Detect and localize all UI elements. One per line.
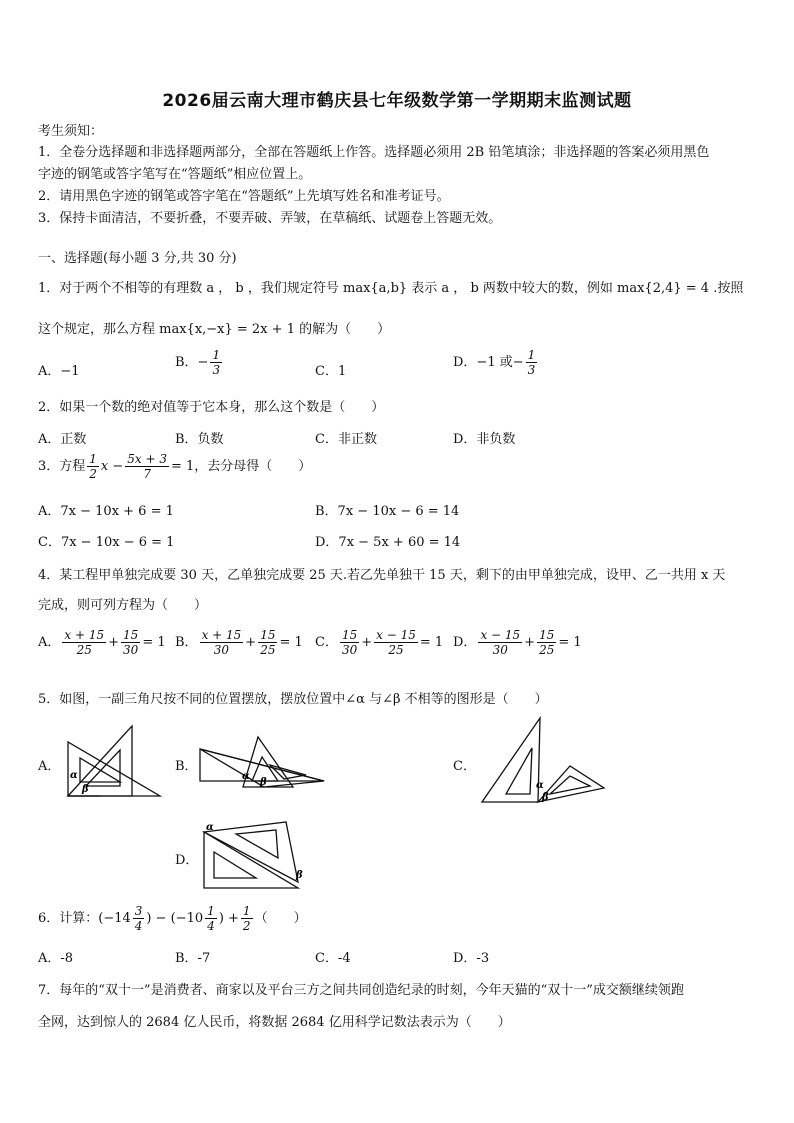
q3-stem (38, 452, 311, 481)
q4-stem-2: 完成，则可列方程为（ ） (38, 598, 208, 613)
fraction (121, 628, 140, 657)
fraction-num: 15 (123, 628, 139, 642)
beta-label: β (296, 870, 303, 881)
fraction (62, 628, 106, 657)
q5-option-b-label: B． (175, 759, 198, 774)
q4-option-c: C． $\frac{15}{30}$ + $\frac{x - 15}{25}$ = 1 (315, 628, 444, 657)
fraction (478, 628, 522, 657)
fraction-num: x − 15 (480, 628, 521, 642)
q5-option-d-label: D． (175, 853, 199, 868)
q2-option-c: C．非正数 (315, 432, 377, 447)
fraction-num: 15 (539, 628, 555, 642)
q6-stem-post: （ ） (254, 911, 307, 926)
q5-option-a-label: A． (38, 759, 61, 774)
q5-figure-b (198, 735, 328, 793)
fraction-den: 30 (213, 643, 230, 657)
fraction-den: 7 (143, 467, 151, 481)
fraction-num: 15 (341, 628, 358, 642)
q3-stem-post: = 1，去分母得（ ） (171, 459, 312, 474)
q3-option-a: A．7x − 10x + 6 = 1 (38, 504, 174, 519)
q6-stem-mid: ) − (−10 (146, 911, 204, 926)
q7-stem: 7．每年的“双十一”是消费者、商家以及平台三方之间共同创造纪录的时刻，今年天猫的“双十一”成交额继续领跑 (38, 983, 684, 998)
fraction (87, 452, 99, 481)
fraction-num: 1 (207, 904, 215, 918)
q6-stem (38, 904, 307, 933)
notice-item: 2．请用黑色字迹的钢笔或答字笔在“答题纸”上先填写姓名和准考证号。 (38, 189, 450, 204)
notice-item: 3．保持卡面清洁，不要折叠，不要弄破、弄皱，在草稿纸、试题卷上答题无效。 (38, 211, 502, 226)
fraction-num: 3 (134, 904, 143, 918)
fraction-den: 30 (341, 643, 358, 657)
fraction-den: 25 (388, 643, 404, 657)
notice-item: 字迹的钢笔或答字笔写在“答题纸”相应位置上。 (38, 167, 312, 182)
q3-option-d: D．7x − 5x + 60 = 14 (315, 535, 461, 550)
q1-option-b (175, 348, 224, 377)
q1-option-d-label: D．−1 或− (453, 355, 524, 370)
fraction-den: 25 (260, 643, 276, 657)
fraction-num: x − 15 (376, 628, 416, 642)
q2-option-a: A．正数 (38, 432, 87, 447)
fraction (374, 628, 418, 657)
alpha-label: α (206, 822, 214, 833)
fraction-den: 30 (123, 643, 139, 657)
option-label: D． (453, 635, 477, 650)
q5-stem: 5．如图，一副三角尺按不同的位置摆放，摆放位置中∠α 与∠β 不相等的图形是（ ） (38, 692, 548, 707)
option-label: C． (315, 635, 338, 650)
fraction-num: 1 (242, 904, 251, 918)
beta-label: β (82, 784, 89, 795)
fraction-den: 4 (207, 919, 215, 933)
q6-option-d: D．-3 (453, 951, 490, 966)
fraction-den: 4 (134, 919, 143, 933)
q4-option-d: D． $\frac{x - 15}{30}$ + $\frac{15}{25}$ = 1 (453, 628, 582, 657)
q3-stem-mid: x − (100, 459, 124, 474)
alpha-label: α (70, 770, 78, 781)
fraction (537, 628, 556, 657)
option-label: B． (175, 635, 198, 650)
alpha-label: α (242, 771, 250, 782)
q1-option-d (453, 348, 539, 377)
fraction (526, 348, 538, 377)
q3-option-b: B．7x − 10x − 6 = 14 (315, 504, 460, 519)
fraction (258, 628, 277, 657)
q2-option-d: D．非负数 (453, 432, 516, 447)
fraction-den: 30 (492, 643, 508, 657)
q2-stem: 2．如果一个数的绝对值等于它本身，那么这个数是（ ） (38, 400, 385, 415)
fraction-den: 2 (242, 919, 251, 933)
q4-option-a: A． $\frac{x + 15}{25}$ + $\frac{15}{30}$ = 1 (38, 628, 166, 657)
section-heading: 一、选择题(每小题 3 分,共 30 分) (38, 251, 237, 266)
fraction (241, 904, 253, 933)
q6-stem-pre: 6．计算：(−14 (38, 911, 131, 926)
notice-item: 1．全卷分选择题和非选择题两部分，全部在答题纸上作答。选择题必须用 2B 铅笔填涂；非选择题的答案必须用黑色 (38, 145, 710, 160)
fraction (340, 628, 359, 657)
fraction-num: 15 (260, 628, 276, 642)
fraction-den: 3 (212, 363, 221, 377)
q1-option-c: C．1 (315, 364, 347, 379)
q5-figure-d (200, 818, 310, 890)
fraction-num: 1 (89, 452, 97, 466)
equation-rhs: = 1 (419, 635, 444, 650)
option-label: A． (38, 635, 61, 650)
q7-stem-2: 全网，达到惊人的 2684 亿人民币，将数据 2684 亿用科学记数法表示为（ ） (38, 1015, 511, 1030)
fraction-den: 2 (89, 467, 97, 481)
q1-stem-2: 这个规定，那么方程 max{x,−x} = 2x + 1 的解为（ ） (38, 322, 391, 337)
fraction-den: 25 (76, 643, 92, 657)
fraction-den: 3 (527, 363, 536, 377)
q3-option-c: C．7x − 10x − 6 = 1 (38, 535, 175, 550)
q6-stem-mid2: ) + (218, 911, 239, 926)
q1-stem: 1．对于两个不相等的有理数 a ， b ，我们规定符号 max{a,b} 表示 a ， b 两数中较大的数，例如 max{2,4} = 4 .按照 (38, 281, 744, 296)
q5-option-c-label: C． (453, 759, 476, 774)
alpha-label: α (536, 780, 544, 791)
q5-figure-a (60, 718, 165, 800)
fraction (125, 452, 169, 481)
q1-option-a: A．−1 (38, 364, 80, 379)
q3-stem-pre: 3．方程 (38, 459, 86, 474)
page-title: 2026届云南大理市鹤庆县七年级数学第一学期期末监测试题 (162, 91, 632, 111)
q5-figure-c (478, 716, 608, 806)
q6-option-b: B．-7 (175, 951, 211, 966)
equation-rhs: = 1 (142, 635, 166, 650)
equation-rhs: = 1 (558, 635, 582, 650)
q4-option-b: B． $\frac{x + 15}{30}$ + $\frac{15}{25}$ = 1 (175, 628, 303, 657)
q2-option-b: B．负数 (175, 432, 224, 447)
q6-option-a: A．-8 (38, 951, 74, 966)
fraction (133, 904, 145, 933)
fraction-num: 1 (527, 348, 536, 362)
equation-rhs: = 1 (279, 635, 303, 650)
fraction-num: 1 (212, 348, 221, 362)
fraction (200, 628, 244, 657)
q1-option-b-label: B．− (175, 355, 209, 370)
notice-heading: 考生须知： (38, 124, 104, 139)
q6-option-c: C．-4 (315, 951, 351, 966)
fraction-num: x + 15 (201, 628, 242, 642)
fraction-den: 25 (539, 643, 555, 657)
q4-stem: 4．某工程甲单独完成要 30 天，乙单独完成要 25 天.若乙先单独干 15 天，剩下的由甲单独完成，设甲、乙一共用 x 天 (38, 568, 726, 583)
fraction (205, 904, 217, 933)
beta-label: β (542, 792, 549, 803)
fraction-num: 5x + 3 (127, 452, 168, 466)
beta-label: β (260, 777, 267, 788)
fraction (210, 348, 222, 377)
fraction-num: x + 15 (64, 628, 105, 642)
